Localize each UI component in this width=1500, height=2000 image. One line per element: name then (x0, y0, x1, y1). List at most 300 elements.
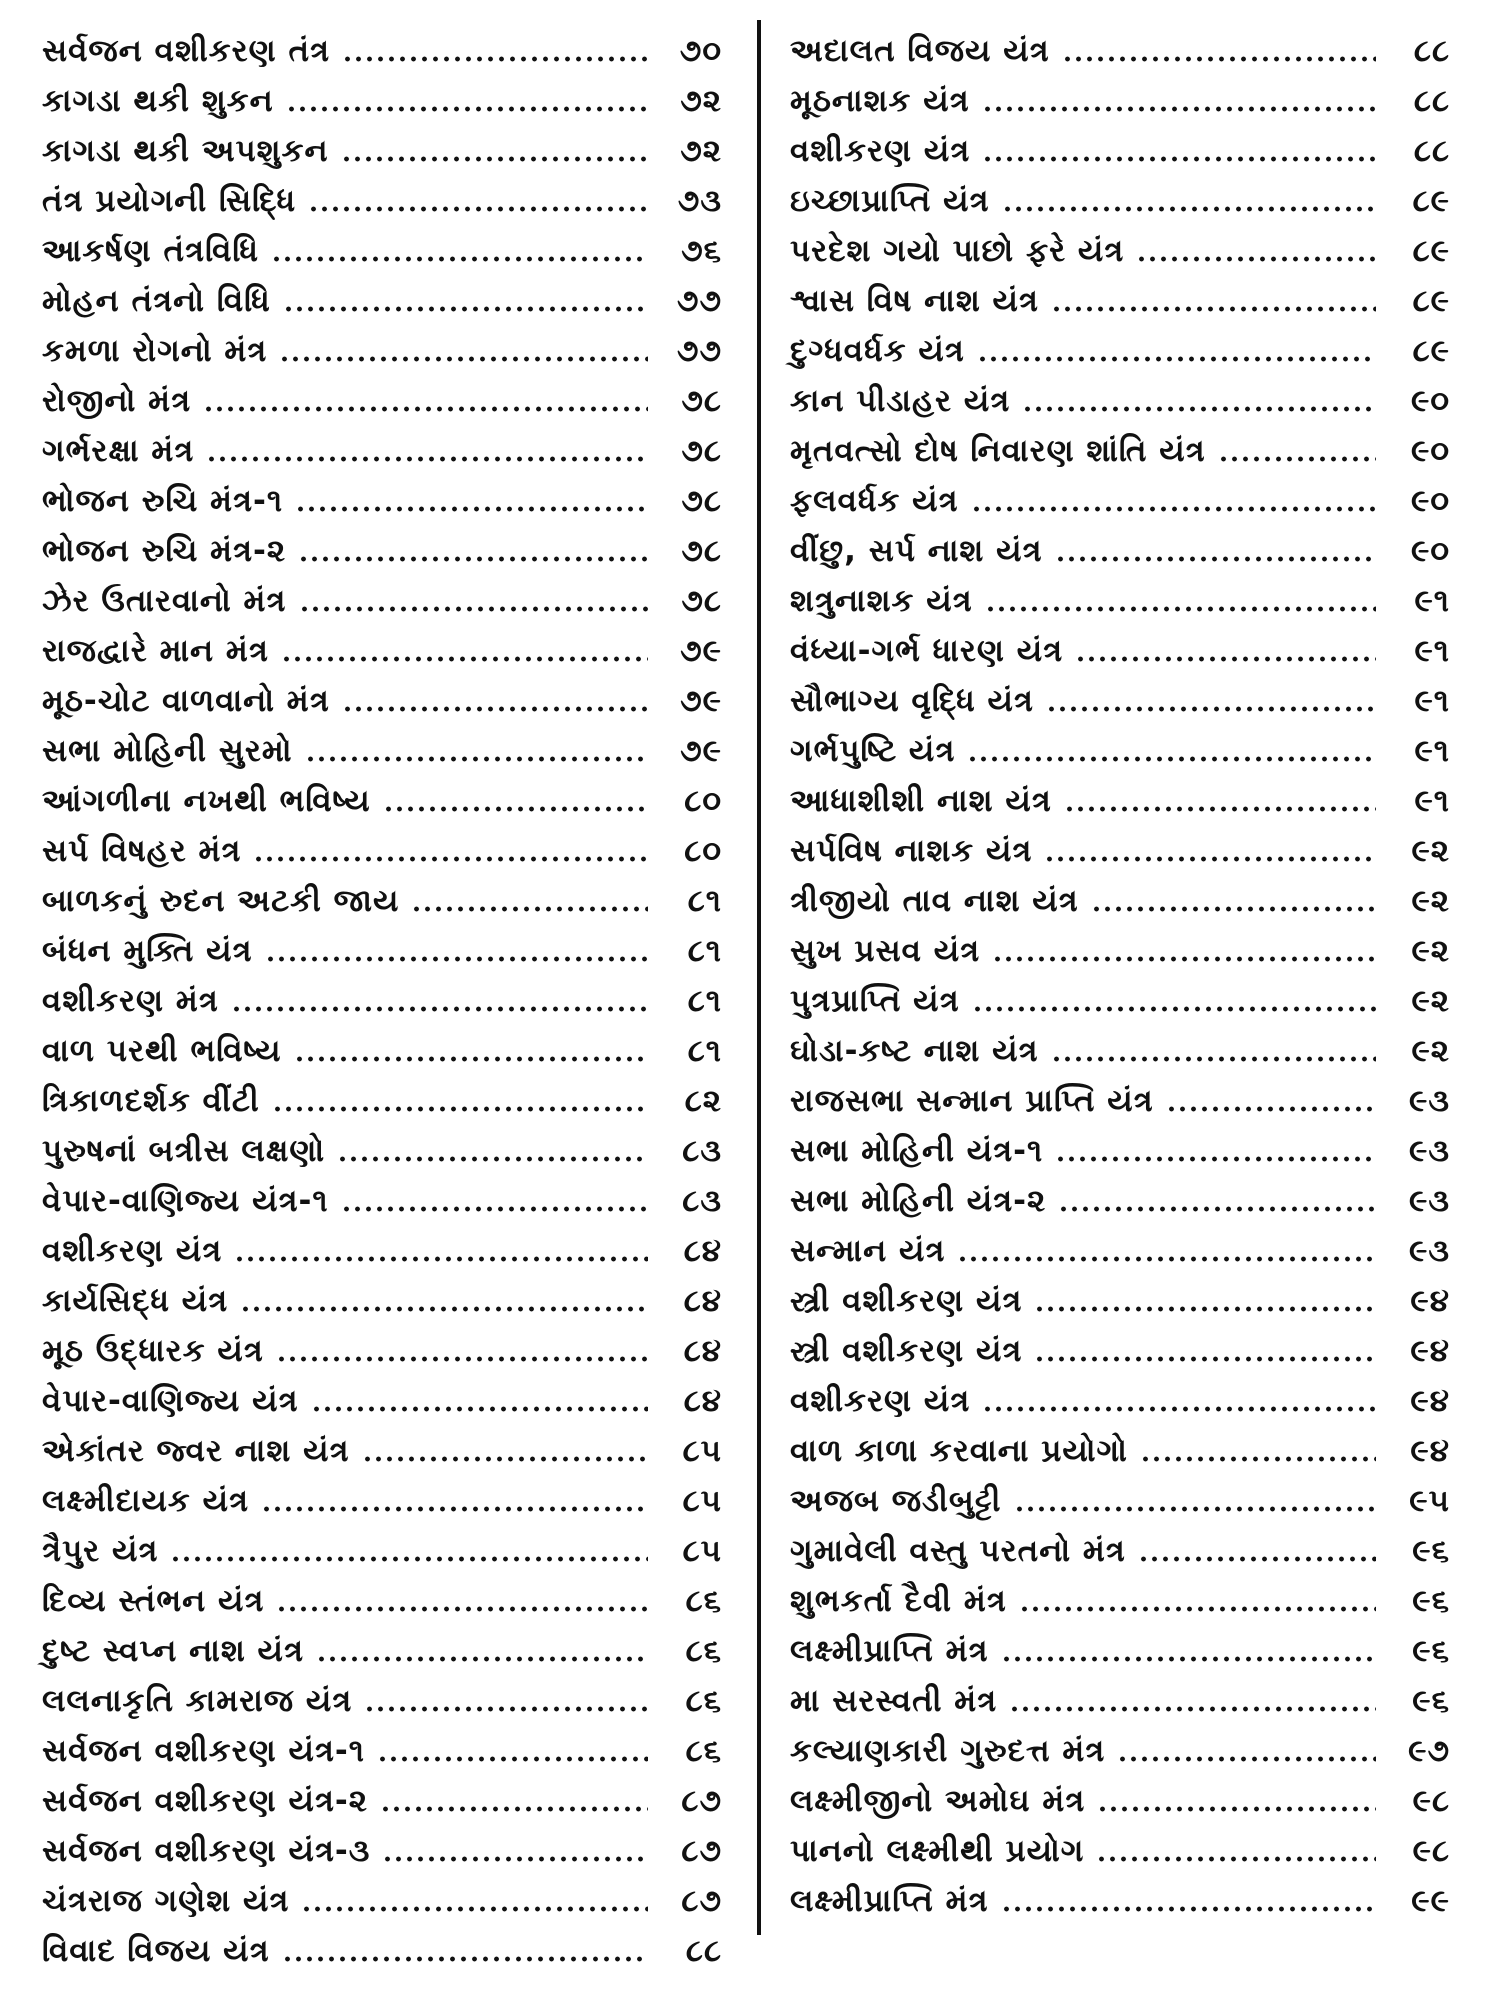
dot-leader (985, 606, 1376, 612)
toc-entry-title: એકાંતર જ્વર નાશ યંત્ર (42, 1432, 350, 1469)
toc-entry-page-number: ૯૨ (1411, 982, 1450, 1019)
dot-leader (411, 906, 648, 912)
dot-leader (253, 856, 648, 862)
toc-entry-title: ત્રૈપુર યંત્ર (42, 1532, 159, 1569)
toc-entry-title: ગર્ભરક્ષા મંત્ર (42, 432, 195, 469)
dot-leader (279, 356, 648, 362)
toc-entry-page-number: ૯૬ (1412, 1632, 1450, 1669)
toc-entry-title: શત્રુનાશક યંત્ર (790, 582, 973, 619)
toc-entry-page-number: ૮૭ (681, 1832, 722, 1869)
toc-entry (790, 526, 1450, 576)
toc-entry-page-number: ૯૫ (1409, 1482, 1450, 1519)
toc-entry (42, 76, 722, 126)
toc-entry-page-number: ૭૬ (681, 232, 722, 269)
dot-leader (1051, 1056, 1376, 1062)
toc-entry (42, 126, 722, 176)
dot-leader (377, 1756, 648, 1762)
toc-entry-page-number: ૮૪ (683, 1232, 722, 1269)
toc-entry (790, 1876, 1450, 1926)
dot-leader (342, 56, 648, 62)
toc-entry (42, 1826, 722, 1876)
toc-entry (790, 426, 1450, 476)
dot-leader (1055, 1156, 1376, 1162)
dot-leader (1034, 1356, 1376, 1362)
toc-entry-title: પુરુષનાં બત્રીસ લક્ષણો (42, 1132, 326, 1169)
dot-leader (1091, 906, 1376, 912)
toc-entry (790, 1376, 1450, 1426)
toc-entry-title: કાન પીડાહર યંત્ર (790, 382, 1011, 419)
dot-leader (1062, 56, 1376, 62)
toc-entry-title: દુગ્ધવર્ધક યંત્ર (790, 332, 965, 369)
toc-entry-title: ગુમાવેલી વસ્તુ પરતનો મંત્ર (790, 1532, 1126, 1569)
dot-leader (1136, 256, 1376, 262)
toc-entry-title: પરદેશ ગયો પાછો ફરે યંત્ર (790, 232, 1125, 269)
dot-leader (1055, 556, 1376, 562)
dot-leader (977, 356, 1376, 362)
toc-entry (790, 1576, 1450, 1626)
toc-entry-page-number: ૮૫ (682, 1482, 722, 1519)
toc-entry-page-number: ૭૦ (679, 32, 722, 69)
dot-leader (337, 1156, 648, 1162)
toc-entry-title: વીંછુ, સર્પ નાશ યંત્ર (790, 532, 1043, 569)
toc-entry (790, 1176, 1450, 1226)
dot-leader (341, 156, 648, 162)
toc-entry (42, 1876, 722, 1926)
toc-entry-title: વશીકરણ મંત્ર (42, 982, 219, 1019)
dot-leader (1001, 1656, 1376, 1662)
toc-entry-page-number: ૯૪ (1410, 1432, 1450, 1469)
toc-entry-title: ઘોડા-કષ્ટ નાશ યંત્ર (790, 1032, 1039, 1069)
dot-leader (1097, 1806, 1376, 1812)
toc-entry (790, 326, 1450, 376)
toc-entry (42, 1076, 722, 1126)
toc-entry-page-number: ૯૧ (1414, 782, 1450, 819)
toc-entry-page-number: ૯૧ (1414, 582, 1450, 619)
toc-entry-page-number: ૯૬ (1412, 1582, 1450, 1619)
dot-leader (203, 406, 648, 412)
toc-entry-page-number: ૮૧ (687, 932, 722, 969)
toc-entry (790, 1276, 1450, 1326)
toc-entry-page-number: ૯૪ (1410, 1382, 1450, 1419)
toc-entry-title: શ્વાસ વિષ નાશ યંત્ર (790, 282, 1039, 319)
dot-leader (971, 506, 1376, 512)
dot-leader (305, 756, 648, 762)
dot-leader (1002, 206, 1376, 212)
toc-entry-page-number: ૯૩ (1409, 1232, 1450, 1269)
toc-entry-page-number: ૮૪ (683, 1382, 722, 1419)
toc-entry (790, 376, 1450, 426)
toc-entry-title: ઇચ્છાપ્રાપ્તિ યંત્ર (790, 182, 990, 219)
dot-leader (1001, 1906, 1376, 1912)
toc-entry (42, 1426, 722, 1476)
toc-entry (790, 1626, 1450, 1676)
toc-entry-page-number: ૮૪ (683, 1332, 722, 1369)
dot-leader (170, 1556, 648, 1562)
toc-entry-page-number: ૮૮ (685, 1932, 722, 1969)
dot-leader (1075, 656, 1376, 662)
toc-entry (790, 726, 1450, 776)
toc-entry-page-number: ૯૦ (1410, 382, 1450, 419)
toc-entry-page-number: ૯૨ (1411, 882, 1450, 919)
toc-entry (42, 1726, 722, 1776)
toc-entry-page-number: ૮૮ (1413, 82, 1450, 119)
toc-entry-title: લક્ષ્મીપ્રાપ્તિ મંત્ર (790, 1632, 989, 1669)
toc-entry (42, 826, 722, 876)
dot-leader (283, 306, 648, 312)
toc-entry (42, 676, 722, 726)
column-divider (757, 20, 761, 1935)
dot-leader (982, 1406, 1376, 1412)
dot-leader (1096, 1856, 1376, 1862)
toc-entry-title: સર્પ વિષહર મંત્ર (42, 832, 242, 869)
toc-entry-title: તંત્ર પ્રયોગની સિદ્ધિ (42, 182, 297, 219)
dot-leader (1064, 806, 1376, 812)
toc-entry-title: સભા મોહિની યંત્ર-૧ (790, 1132, 1044, 1169)
toc-entry-page-number: ૮૯ (1412, 332, 1450, 369)
toc-entry-page-number: ૯૧ (1414, 682, 1450, 719)
toc-entry-page-number: ૭૨ (680, 82, 722, 119)
toc-entry-title: ગર્ભપુષ્ટિ યંત્ર (790, 732, 956, 769)
toc-entry-page-number: ૮૫ (682, 1432, 722, 1469)
toc-entry-title: દુષ્ટ સ્વપ્ન નાશ યંત્ર (42, 1632, 305, 1669)
toc-entry (42, 376, 722, 426)
toc-entry (790, 1226, 1450, 1276)
dot-leader (1009, 1706, 1376, 1712)
toc-entry-page-number: ૭૩ (677, 182, 722, 219)
toc-entry-title: વંધ્યા-ગર્ભ ધારણ યંત્ર (790, 632, 1064, 669)
toc-entry-title: રાજદ્વારે માન મંત્ર (42, 632, 269, 669)
toc-entry-title: મૂઠ ઉદ્ધારક યંત્ર (42, 1332, 264, 1369)
toc-entry-page-number: ૯૧ (1414, 732, 1450, 769)
toc-entry-page-number: ૯૪ (1410, 1332, 1450, 1369)
toc-entry-title: સભા મોહિની સુરમો (42, 732, 293, 769)
toc-entry-page-number: ૮૮ (1413, 132, 1450, 169)
toc-entry (42, 1226, 722, 1276)
toc-entry-title: ફલવર્ધક યંત્ર (790, 482, 959, 519)
dot-leader (1046, 706, 1376, 712)
toc-entry (790, 876, 1450, 926)
toc-entry (42, 176, 722, 226)
toc-entry (42, 1626, 722, 1676)
toc-entry (42, 526, 722, 576)
toc-entry-page-number: ૭૯ (680, 682, 722, 719)
toc-entry (790, 976, 1450, 1026)
toc-entry (42, 976, 722, 1026)
toc-entry-page-number: ૮૭ (681, 1782, 722, 1819)
toc-entry-title: કલ્યાણકારી ગુરુદત્ત મંત્ર (790, 1732, 1106, 1769)
toc-entry-page-number: ૭૮ (681, 582, 722, 619)
toc-entry-title: રોજીનો મંત્ર (42, 382, 192, 419)
dot-leader (311, 1406, 648, 1412)
toc-entry-page-number: ૮૬ (685, 1682, 722, 1719)
dot-leader (957, 1256, 1376, 1262)
toc-entry-title: સભા મોહિની યંત્ર-૨ (790, 1182, 1047, 1219)
toc-entry-title: પુત્રપ્રાપ્તિ યંત્ર (790, 982, 960, 1019)
toc-entry-page-number: ૯૨ (1411, 1032, 1450, 1069)
toc-entry-page-number: ૯૮ (1412, 1832, 1450, 1869)
toc-entry-page-number: ૮૬ (685, 1582, 722, 1619)
toc-entry-title: સર્વજન વશીકરણ યંત્ર-૨ (42, 1782, 368, 1819)
toc-entry-title: રાજસભા સન્માન પ્રાપ્તિ યંત્ર (790, 1082, 1154, 1119)
toc-entry (790, 776, 1450, 826)
toc-entry (790, 76, 1450, 126)
toc-entry-page-number: ૮૯ (1412, 282, 1450, 319)
toc-entry-page-number: ૯૨ (1411, 932, 1450, 969)
toc-left-column (42, 26, 722, 1976)
dot-leader (316, 1656, 648, 1662)
toc-entry-page-number: ૮૬ (685, 1732, 722, 1769)
toc-entry-title: ભોજન રુચિ મંત્ર-૨ (42, 532, 287, 569)
toc-entry-page-number: ૮૪ (683, 1282, 722, 1319)
toc-entry-title: વશીકરણ યંત્ર (42, 1232, 223, 1269)
toc-entry-page-number: ૯૦ (1410, 482, 1450, 519)
toc-entry (790, 576, 1450, 626)
dot-leader (206, 456, 648, 462)
dot-leader (281, 656, 648, 662)
toc-entry-title: સ્ત્રી વશીકરણ યંત્ર (790, 1332, 1023, 1369)
toc-entry (42, 26, 722, 76)
dot-leader (1014, 1506, 1377, 1512)
toc-entry (42, 1126, 722, 1176)
toc-entry (42, 226, 722, 276)
dot-leader (298, 556, 648, 562)
toc-entry-title: ચંત્રરાજ ગણેશ યંત્ર (42, 1882, 290, 1919)
toc-entry (790, 1826, 1450, 1876)
toc-entry (790, 1726, 1450, 1776)
toc-entry-title: આધાશીશી નાશ યંત્ર (790, 782, 1052, 819)
dot-leader (341, 1206, 648, 1212)
toc-entry (42, 1326, 722, 1376)
dot-leader (295, 506, 648, 512)
toc-entry-title: વેપાર-વાણિજ્ય યંત્ર (42, 1382, 299, 1419)
toc-entry (42, 476, 722, 526)
toc-entry-title: ભોજન રુચિ મંત્ર-૧ (42, 482, 284, 519)
dot-leader (1218, 456, 1376, 462)
toc-entry-title: સન્માન યંત્ર (790, 1232, 946, 1269)
dot-leader (1044, 856, 1376, 862)
toc-entry (790, 226, 1450, 276)
toc-entry-page-number: ૯૬ (1412, 1682, 1450, 1719)
toc-entry (790, 1526, 1450, 1576)
toc-entry (790, 626, 1450, 676)
toc-entry-title: મૂઠનાશક યંત્ર (790, 82, 970, 119)
toc-entry (42, 726, 722, 776)
toc-entry-title: આકર્ષણ તંત્રવિધિ (42, 232, 260, 269)
toc-entry-title: દિવ્ય સ્તંભન યંત્ર (42, 1582, 265, 1619)
toc-entry (790, 1326, 1450, 1376)
toc-entry-page-number: ૯૬ (1412, 1532, 1450, 1569)
toc-entry-title: સર્વજન વશીકરણ યંત્ર-૩ (42, 1832, 371, 1869)
dot-leader (272, 1106, 648, 1112)
toc-entry-page-number: ૭૮ (681, 432, 722, 469)
toc-entry-title: વાળ કાળા કરવાના પ્રયોગો (790, 1432, 1128, 1469)
toc-entry-title: લક્ષ્મીદાયક યંત્ર (42, 1482, 250, 1519)
toc-entry (790, 1026, 1450, 1076)
toc-entry-page-number: ૭૮ (681, 482, 722, 519)
dot-leader (1034, 1306, 1376, 1312)
dot-leader (364, 1706, 648, 1712)
dot-leader (231, 1006, 648, 1012)
toc-entry (42, 1926, 722, 1976)
toc-entry-title: કાગડા થકી અપશુકન (42, 132, 329, 169)
toc-entry-title: બંધન મુક્તિ યંત્ર (42, 932, 253, 969)
toc-entry-page-number: ૮૮ (1413, 32, 1450, 69)
toc-entry-title: વશીકરણ યંત્ર (790, 132, 971, 169)
toc-entry-page-number: ૯૮ (1412, 1782, 1450, 1819)
toc-entry (42, 626, 722, 676)
dot-leader (282, 1956, 648, 1962)
toc-entry-page-number: ૭૮ (681, 532, 722, 569)
toc-entry (790, 826, 1450, 876)
dot-leader (299, 606, 648, 612)
toc-entry (790, 476, 1450, 526)
toc-entry (790, 126, 1450, 176)
toc-entry-page-number: ૭૭ (676, 282, 722, 319)
toc-entry-page-number: ૮૫ (682, 1532, 722, 1569)
toc-entry-page-number: ૯૪ (1410, 1282, 1450, 1319)
toc-entry (42, 1676, 722, 1726)
dot-leader (380, 1806, 648, 1812)
toc-entry-title: સર્પવિષ નાશક યંત્ર (790, 832, 1033, 869)
toc-entry-page-number: ૮૦ (684, 832, 722, 869)
toc-entry (42, 1526, 722, 1576)
toc-entry-title: વશીકરણ યંત્ર (790, 1382, 971, 1419)
toc-entry-page-number: ૯૯ (1411, 1882, 1450, 1919)
toc-entry-title: વાળ પરથી ભવિષ્ય (42, 1032, 282, 1069)
dot-leader (301, 1906, 648, 1912)
dot-leader (383, 806, 648, 812)
dot-leader (1058, 1206, 1376, 1212)
toc-entry (42, 1026, 722, 1076)
toc-entry (42, 426, 722, 476)
toc-entry-title: પાનનો લક્ષ્મીથી પ્રયોગ (790, 1832, 1085, 1869)
toc-entry-page-number: ૭૭ (676, 332, 722, 369)
toc-entry-page-number: ૭૨ (680, 132, 722, 169)
toc-entry-title: શુભકર્તા દૈવી મંત્ર (790, 1582, 1007, 1619)
toc-entry (790, 926, 1450, 976)
dot-leader (308, 206, 648, 212)
dot-leader (362, 1456, 648, 1462)
toc-entry-title: ત્રીજીયો તાવ નાશ યંત્ર (790, 882, 1079, 919)
toc-entry (790, 1426, 1450, 1476)
dot-leader (234, 1256, 648, 1262)
toc-entry (790, 676, 1450, 726)
toc-entry (42, 1176, 722, 1226)
toc-entry-title: સર્વજન વશીકરણ યંત્ર-૧ (42, 1732, 365, 1769)
toc-entry-title: સર્વજન વશીકરણ તંત્ર (42, 32, 331, 69)
toc-entry (790, 26, 1450, 76)
toc-entry-page-number: ૮૬ (685, 1632, 722, 1669)
toc-entry (790, 276, 1450, 326)
toc-entry-title: મૂઠ-ચોટ વાળવાનો મંત્ર (42, 682, 330, 719)
toc-entry-page-number: ૭૮ (681, 382, 722, 419)
toc-entry (42, 1276, 722, 1326)
toc-entry-title: મા સરસ્વતી મંત્ર (790, 1682, 998, 1719)
toc-entry (42, 1476, 722, 1526)
toc-entry (42, 776, 722, 826)
toc-entry-page-number: ૮૧ (687, 1032, 722, 1069)
toc-entry (790, 1076, 1450, 1126)
dot-leader (294, 1056, 648, 1062)
toc-entry-title: લલનાકૃતિ કામરાજ યંત્ર (42, 1682, 353, 1719)
dot-leader (967, 756, 1376, 762)
toc-entry-page-number: ૯૭ (1408, 1732, 1450, 1769)
toc-entry-page-number: ૮૯ (1412, 182, 1450, 219)
toc-entry-page-number: ૮૩ (682, 1132, 722, 1169)
toc-entry-title: લક્ષ્મીજીનો અમોઘ મંત્ર (790, 1782, 1086, 1819)
toc-entry-page-number: ૭૯ (680, 632, 722, 669)
toc-entry-page-number: ૮૧ (687, 882, 722, 919)
toc-entry-title: મૃતવત્સો દોષ નિવારણ શાંતિ યંત્ર (790, 432, 1206, 469)
toc-entry-page-number: ૯૩ (1409, 1182, 1450, 1219)
toc-entry-page-number: ૯૩ (1409, 1082, 1450, 1119)
toc-entry-title: અદાલત વિજય યંત્ર (790, 32, 1050, 69)
dot-leader (1138, 1556, 1376, 1562)
toc-entry (42, 1776, 722, 1826)
toc-entry-title: સુખ પ્રસવ યંત્ર (790, 932, 981, 969)
toc-entry-title: ત્રિકાળદર્શક વીંટી (42, 1082, 260, 1119)
dot-leader (1019, 1606, 1376, 1612)
toc-entry (42, 326, 722, 376)
toc-entry-page-number: ૮૨ (684, 1082, 722, 1119)
toc-entry-page-number: ૯૨ (1411, 832, 1450, 869)
toc-entry-page-number: ૯૧ (1414, 632, 1450, 669)
toc-entry-page-number: ૮૧ (687, 982, 722, 1019)
toc-entry-title: બાળકનું રુદન અટકી જાય (42, 882, 400, 919)
toc-entry (790, 176, 1450, 226)
toc-entry (790, 1776, 1450, 1826)
dot-leader (1117, 1756, 1376, 1762)
toc-entry-title: સ્ત્રી વશીકરણ યંત્ર (790, 1282, 1023, 1319)
toc-entry-page-number: ૯૩ (1409, 1132, 1450, 1169)
toc-entry (790, 1476, 1450, 1526)
toc-entry (790, 1676, 1450, 1726)
toc-entry-page-number: ૭૯ (680, 732, 722, 769)
dot-leader (271, 256, 648, 262)
toc-entry-title: ઝેર ઉતારવાનો મંત્ર (42, 582, 287, 619)
toc-entry-page-number: ૯૦ (1410, 532, 1450, 569)
dot-leader (1166, 1106, 1376, 1112)
dot-leader (261, 1506, 648, 1512)
toc-entry (42, 926, 722, 976)
toc-entry-title: આંગળીના નખથી ભવિષ્ય (42, 782, 371, 819)
toc-entry-title: સૌભાગ્ય વૃદ્ધિ યંત્ર (790, 682, 1034, 719)
dot-leader (972, 1006, 1376, 1012)
toc-entry-title: લક્ષ્મીપ્રાપ્તિ મંત્ર (790, 1882, 989, 1919)
toc-entry-page-number: ૯૦ (1410, 432, 1450, 469)
dot-leader (992, 956, 1376, 962)
toc-entry (42, 276, 722, 326)
dot-leader (1022, 406, 1376, 412)
toc-entry-title: વિવાદ વિજય યંત્ર (42, 1932, 270, 1969)
toc-entry (42, 1576, 722, 1626)
toc-right-column (790, 26, 1450, 1926)
dot-leader (276, 1606, 648, 1612)
dot-leader (265, 956, 648, 962)
toc-entry-title: મોહન તંત્રનો વિધિ (42, 282, 271, 319)
toc-entry-page-number: ૮૯ (1412, 232, 1450, 269)
dot-leader (982, 156, 1376, 162)
toc-entry-title: વેપાર-વાણિજ્ય યંત્ર-૧ (42, 1182, 329, 1219)
toc-entry-title: કાર્યસિદ્ધ યંત્ર (42, 1282, 229, 1319)
toc-entry (42, 876, 722, 926)
toc-entry-page-number: ૮૭ (681, 1882, 722, 1919)
toc-entry-title: કમળા રોગનો મંત્ર (42, 332, 268, 369)
dot-leader (1140, 1456, 1376, 1462)
toc-entry-page-number: ૮૩ (682, 1182, 722, 1219)
dot-leader (1051, 306, 1376, 312)
dot-leader (382, 1856, 648, 1862)
